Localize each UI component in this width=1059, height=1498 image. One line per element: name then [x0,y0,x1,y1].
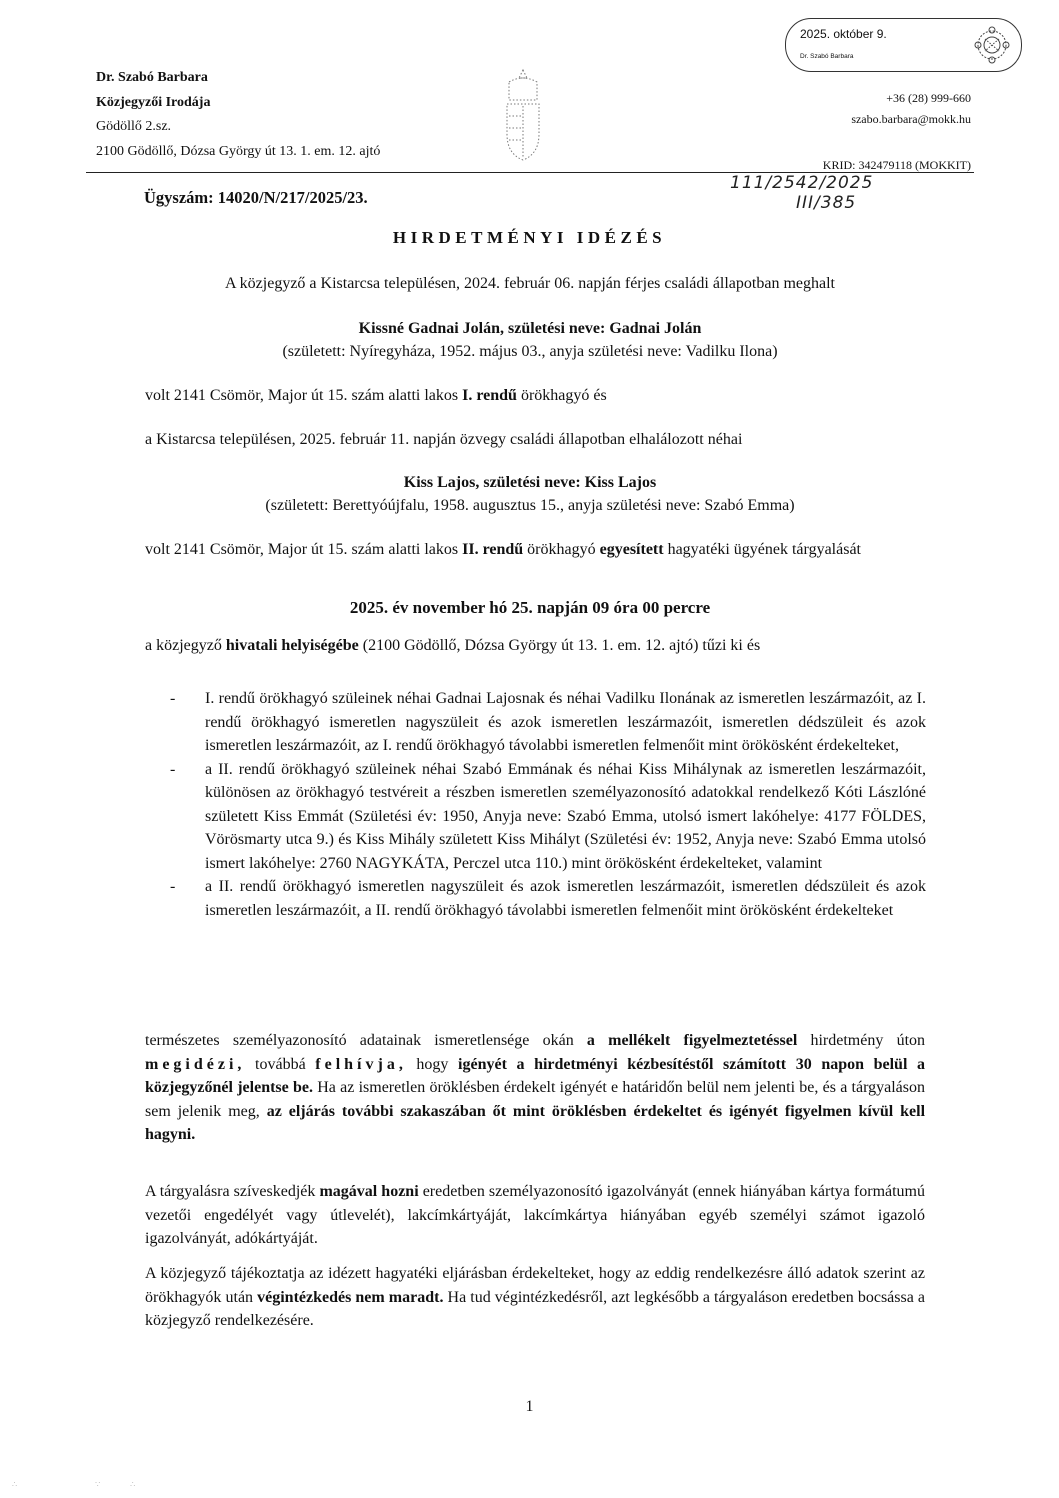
text: örökhagyó és [516,387,607,404]
documents-to-bring [145,1180,925,1251]
hearing-datetime: 2025. év november hó 25. napján 09 óra 00 percre [349,598,711,617]
deceased-2-name: Kiss Lajos, születési neve: Kiss Lajos [403,474,657,491]
text: eredetben személyazonosító igazolványát (ennek hiányában kártya formátumú vezetői engedélyét vagy útlevelét), lakcímkártyáját, lakcímkártya hiányában egyéb személyi számot igazoló igazolványát, adókártyáját. [145,1183,926,1247]
deceased-1-details: (született: Nyíregyháza, 1952. május 03., anyja születési neve: Vadilku Ilona) [282,343,778,360]
summons-paragraph [145,1029,925,1147]
text: A tárgyalásra szíveskedjék [145,1183,320,1200]
second-intro: a Kistarcsa településen, 2025. február 11. napján özvegy családi állapotban elhalálozott néhai [145,431,743,448]
text-spaced: megidézi, [145,1055,246,1073]
sender-address: 2100 Gödöllő, Dózsa György út 13. 1. em. 12. ajtó [96,143,381,159]
page-number: 1 [525,1398,534,1415]
krid-id: KRID: 342479118 (MOKKIT) [822,158,971,172]
text: természetes személyazonosító adatainak ismeretlensége okán [145,1032,587,1049]
list-bullet: - [170,878,176,895]
list-item [170,687,926,758]
list-item [170,875,926,922]
sender-name: Dr. Szabó Barbara [96,70,208,85]
case-number: Ügyszám: 14020/N/217/2025/23. [144,188,368,207]
text: (2100 Gödöllő, Dózsa György út 13. 1. em. 12. ajtó) tűzi ki és [358,637,761,654]
text: Ha tud végintézkedésről, azt legkésőbb a tárgyaláson eredetben bocsássa a közjegyző rendelkezésére. [145,1288,925,1329]
will-notice [145,1262,925,1333]
email-address: szabo.barbara@mokk.hu [851,112,971,126]
text-bold: végintézkedés nem maradt. [257,1288,444,1306]
text-bold: II. rendű [462,541,524,558]
text: Ha az ismeretlen öröklésben érdekelt igényét e határidőn belül nem jelenti be, és a tárgyaláson sem jelenik meg, [145,1079,925,1120]
venue-text [145,634,925,658]
electronic-signature-stamp [785,18,1022,72]
scan-artifact: ∴ ∵ ∴ [12,1480,138,1489]
text-bold: az eljárás további szakaszában őt mint öröklésben érdekeltet és igényét figyelmen kívül kell hagyni. [145,1102,926,1143]
text-spaced: felhívja, [315,1055,407,1073]
list-item [170,758,926,876]
text-bold: hivatali helyiségébe [225,637,359,654]
coat-of-arms-icon [503,68,543,163]
summoned-parties-list [170,687,926,922]
list-item-text: I. rendű örökhagyó szüleinek néhai Gadnai Lajosnak és néhai Vadilku Ilonának az ismeretlen leszármazóit, az I. rendű örökhagyó ismeretlen nagyszüleit és azok ismeretlen leszármazóit, ismeretlen dédszüleit és azok ismeretlen leszármazóit, az I. rendű örökhagyó távolabbi ismeretlen felmenőit mint örökösként érdekelteket, [205,690,926,754]
text-bold: igényét a hirdetményi kézbesítéstől számított 30 napon belül a közjegyzőnél jelentse be. [145,1055,925,1096]
sender-office: Közjegyzői Irodája [96,94,211,110]
notary-seal-icon [973,25,1011,65]
text: volt 2141 Csömör, Major út 15. szám alatti lakos [145,387,463,404]
text-bold: I. rendű [462,387,517,404]
text-bold: magával hozni [319,1183,419,1200]
handwritten-reference [730,173,873,213]
sender-block [96,66,380,164]
text: volt 2141 Csömör, Major út 15. szám alatti lakos [145,541,463,558]
handwritten-line-1: 111/2542/2025 [730,173,874,193]
phone-number: +36 (28) 999-660 [886,91,971,105]
deceased-2-address [145,538,925,562]
text-bold: egyesített [599,541,664,558]
text: a közjegyző [145,637,226,654]
list-item-text: a II. rendű örökhagyó ismeretlen nagyszüleit és azok ismeretlen leszármazóit, ismeretlen dédszüleit és azok ismeretlen leszármazóit, a II. rendű örökhagyó távolabbi ismeretlen felmenőit mint örökösként érdekelteket [205,878,926,919]
deceased-1-name: Kissné Gadnai Jolán, születési neve: Gadnai Jolán [358,320,702,337]
document-title: HIRDETMÉNYI IDÉZÉS [392,228,667,247]
deceased-1-address [145,384,925,408]
text: hogy [406,1055,459,1073]
text: A közjegyző tájékoztatja az idézett hagyatéki eljárásban érdekelteket, hogy az eddig rendelkezésre álló adatok szerint az örökhagyók után [145,1265,925,1306]
text: hagyatéki ügyének tárgyalását [663,541,861,558]
list-item-text: a II. rendű örökhagyó szüleinek néhai Szabó Emmának és néhai Kiss Mihálynak az ismeretlen leszármazóit, különösen az örökhagyó testvéreit a részben ismeretlen személyazonosító adatokkal rendelkező Kóti Lászlóné született Kiss Emmát (Születési év: 1950, Anyja neve: Szabó Emma, utolsó ismert lakóhelye: 4177 FÖLDES, Vörösmarty utca 9.) és Kiss Mihály született Kiss Mihályt (Születési év: 1952, Anyja neve: Szabó Emma utolsó ismert lakóhelye: 2760 NAGYKÁTA, Perczel utca 110.) mint örökösként érdekelteket, valamint [205,760,926,872]
contact-block [851,88,971,130]
intro-text: A közjegyző a Kistarcsa településen, 2024. február 06. napján férjes családi állapotban meghalt [225,275,835,292]
handwritten-line-2: III/385 [796,193,857,213]
stamp-date: 2025. október 9. [800,27,887,41]
stamp-signer: Dr. Szabó Barbara [800,53,854,60]
text: hirdetmény úton [797,1032,926,1049]
text: örökhagyó [523,541,600,558]
deceased-2-details: (született: Berettyóújfalu, 1958. augusztus 15., anyja születési neve: Szabó Emma) [265,497,795,514]
text: továbbá [245,1055,316,1073]
text-bold: a mellékelt figyelmeztetéssel [586,1032,798,1049]
list-bullet: - [170,690,176,707]
sender-seat: Gödöllő 2.sz. [96,119,172,134]
list-bullet: - [170,760,176,778]
